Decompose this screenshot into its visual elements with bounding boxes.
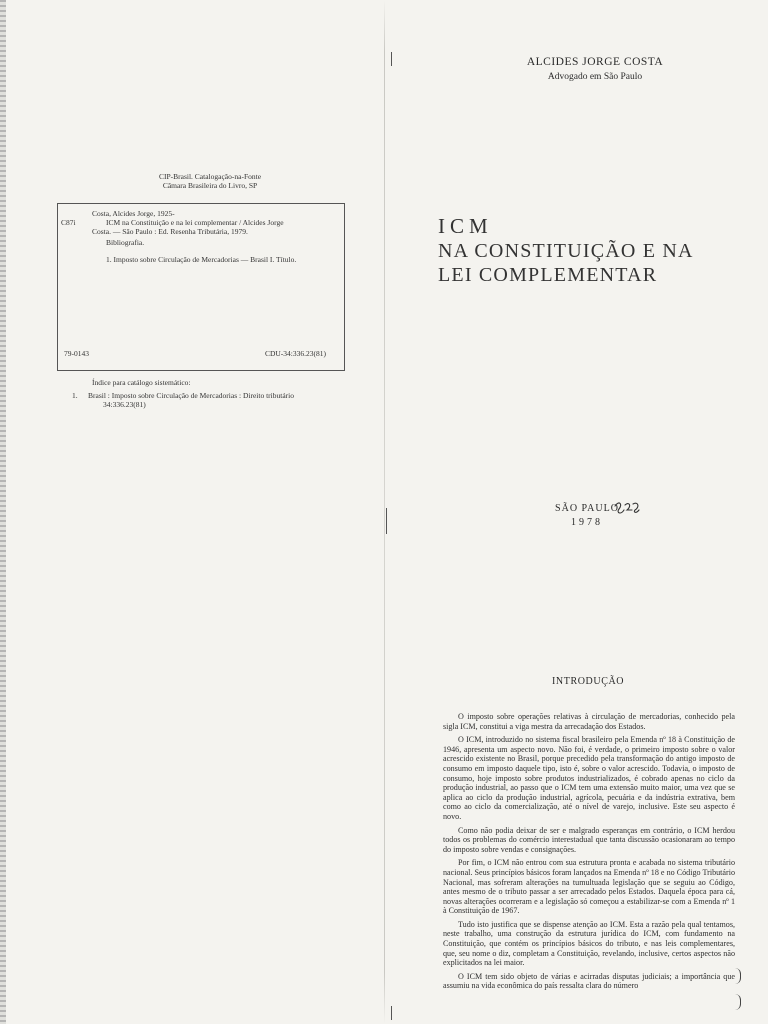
paragraph: O ICM tem sido objeto de várias e acirradas disputas judiciais; a importância que assumiu na vida econômica do país ressalta clara do número — [443, 971, 735, 991]
fold-mark — [386, 508, 387, 534]
title-line: NA CONSTITUIÇÃO E NA — [438, 240, 694, 262]
index-entry — [72, 391, 342, 409]
margin-bracket — [734, 968, 741, 984]
index-title: Índice para catálogo sistemático: — [92, 378, 191, 387]
title-line: ICM — [438, 214, 493, 238]
registry-number: 79-0143 — [64, 349, 89, 358]
catalog-entry — [92, 209, 338, 236]
classification: C87i — [61, 218, 76, 227]
cdu-code: CDU-34:336.23(81) — [264, 349, 326, 358]
author-role: Advogado em São Paulo — [547, 72, 643, 82]
entry-imprint: Costa. — São Paulo : Ed. Resenha Tributária, 1979. — [92, 227, 248, 236]
cip-header-line: Câmara Brasileira do Livro, SP — [162, 181, 258, 190]
catalog-card — [57, 203, 345, 371]
margin-bracket — [734, 994, 741, 1010]
cip-header — [120, 172, 300, 190]
subject-entry: 1. Imposto sobre Circulação de Mercadorias — Brasil I. Título. — [106, 255, 297, 264]
year: 1978 — [571, 517, 603, 528]
bibliography-note: Bibliografia. — [106, 238, 145, 247]
intro-body — [443, 712, 735, 995]
author-name: ALCIDES JORGE COSTA — [526, 56, 664, 68]
scan-edge — [0, 0, 6, 1024]
cip-header-line: CIP-Brasil. Catalogação-na-Fonte — [158, 172, 262, 181]
fold-mark — [391, 1006, 392, 1020]
paragraph: Tudo isto justifica que se dispense atenção ao ICM. Esta a razão pela qual tentamos, neste trabalho, uma construção da estrutura jurídica do ICM, com fundamento na Constituição, que contém os princípios básicos do tributo, e nas leis complementares, que, seu nome o diz, completam a Constituição, revelando, inclusive, certos aspectos não explicitados na lei maior. — [443, 919, 735, 968]
index-code: 34:336.23(81) — [103, 400, 146, 409]
handwritten-mark — [613, 500, 641, 522]
imprint — [552, 502, 622, 530]
entry-author: Costa, Alcides Jorge, 1925- — [92, 209, 175, 218]
index-text: Brasil : Imposto sobre Circulação de Mercadorias : Direito tributário — [88, 391, 294, 400]
paragraph: Por fim, o ICM não entrou com sua estrutura pronta e acabada no sistema tributário nacional. Seus princípios básicos foram lançados na Emenda nº 18 e no Código Tributário Nacional, mas sofreram alterações na tumultuada legislação que se seguiu ao Código, antes mesmo de o tributo passar a ser arrecadado pelos Estados. Daquela época para cá, novas alterações ocorreram e a legislação só começou a estabilizar-se com a Emenda nº 1 à Constituição de 1967. — [443, 858, 735, 916]
paragraph: O ICM, introduzido no sistema fiscal brasileiro pela Emenda nº 18 à Constituição de 1946, apresenta um aspecto novo. Não foi, é verdade, o primeiro imposto sobre o valor acrescido existente no Brasil, porque precedido pela transformação do antigo imposto de consumo em imposto daquele tipo, isto é, sobre o valor acrescido. Todavia, o imposto de consumo, hoje imposto sobre produtos industrializados, é cobrado apenas no ciclo da produção industrial, ao passo que o ICM tem uma extensão muito maior, uma vez que se aplica ao ciclo da produção industrial, agrícola, pecuária e da indústria extrativa, bem como ao ciclo da comercialização, até o nível de varejo, inclusive. Este seu aspecto é novo. — [443, 735, 735, 821]
place-name: SÃO PAULO — [555, 503, 619, 514]
index-number: 1. — [72, 391, 78, 400]
entry-title: ICM na Constituição e na lei complementar / Alcides Jorge — [106, 218, 284, 227]
book-title — [438, 213, 694, 287]
intro-heading: INTRODUÇÃO — [552, 676, 625, 687]
paragraph: Como não podia deixar de ser e malgrado esperanças em contrário, o ICM herdou todos os problemas do comércio interestadual que tanta discussão ocasionaram ao tempo do imposto sobre vendas e consignações. — [443, 825, 735, 854]
fold-mark — [391, 52, 392, 66]
title-line: LEI COMPLEMENTAR — [438, 264, 658, 286]
page-fold — [384, 0, 385, 1024]
paragraph: O imposto sobre operações relativas à circulação de mercadorias, conhecido pela sigla ICM, constitui a viga mestra da arrecadação dos Estados. — [443, 712, 735, 731]
author-block — [520, 56, 670, 82]
